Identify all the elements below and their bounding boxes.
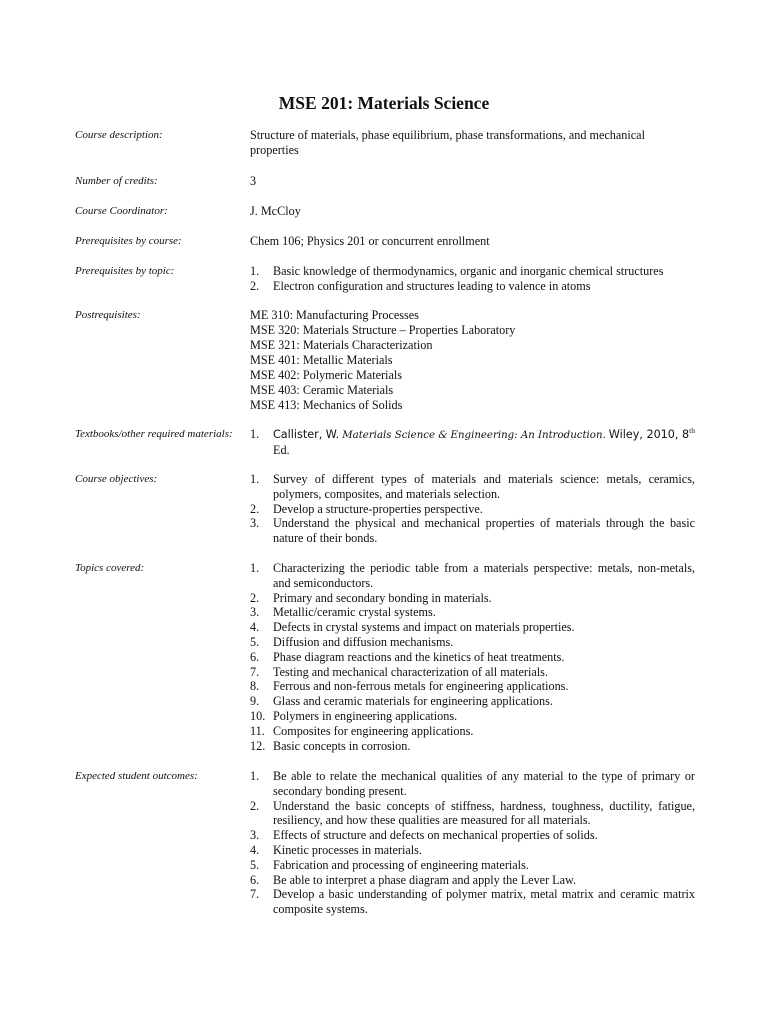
list-item: 6. Phase diagram reactions and the kinetics of heat treatments. [250, 649, 565, 664]
list-item: 2. Understand the basic concepts of stiffness, hardness, toughness, ductility, fatigue, resiliency, and how these qualities are measured for all materials. [250, 798, 695, 828]
textbook-edition: Ed. [273, 443, 290, 457]
list-item: 3. Understand the physical and mechanical properties of materials through the basic nature of their bonds. [250, 516, 695, 546]
textbook-publisher: Wiley, 2010, 8 [608, 428, 690, 441]
list-item: 7. Testing and mechanical characterization of all materials. [250, 664, 548, 679]
textbook-author: Callister, W. [273, 428, 340, 441]
coordinator-value: J. McCloy [250, 204, 301, 218]
textbook-edition-sup: th [689, 425, 695, 435]
list-item: MSE 321: Materials Characterization [250, 338, 433, 352]
list-item: ME 310: Manufacturing Processes [250, 308, 419, 322]
textbooks-label: Textbooks/other required materials: [75, 428, 233, 440]
list-item: MSE 402: Polymeric Materials [250, 368, 402, 382]
list-item: 3. Metallic/ceramic crystal systems. [250, 605, 436, 620]
list-item: 1. Survey of different types of materials and materials science: metals, ceramics, polymers, composites, and materials selection. [250, 472, 695, 501]
list-item: 8. Ferrous and non-ferrous metals for engineering applications. [250, 679, 569, 694]
list-item: 3. Effects of structure and defects on mechanical properties of solids. [250, 828, 598, 843]
topics-label: Topics covered: [75, 562, 145, 574]
page-title: MSE 201: Materials Science [278, 93, 490, 113]
list-item: 2. Develop a structure-properties perspective. [250, 501, 483, 516]
postreq-label: Postrequisites: [75, 309, 141, 321]
list-item: 4. Kinetic processes in materials. [250, 842, 422, 857]
list-item: MSE 401: Metallic Materials [250, 353, 393, 367]
prereq-topic-label: Prerequisites by topic: [75, 265, 175, 277]
prereq-course-value: Chem 106; Physics 201 or concurrent enrollment [250, 234, 490, 248]
coordinator-label: Course Coordinator: [75, 205, 168, 217]
list-item: 1. Basic knowledge of thermodynamics, organic and inorganic chemical structures [250, 264, 664, 278]
list-item: 9. Glass and ceramic materials for engineering applications. [250, 694, 553, 709]
topics-list [250, 561, 695, 753]
list-item: 10. Polymers in engineering applications. [250, 708, 458, 723]
list-item: 5. Diffusion and diffusion mechanisms. [250, 634, 454, 649]
credits-value: 3 [250, 174, 257, 188]
list-item: 1. Characterizing the periodic table from a materials perspective: metals, non-metals, and semiconductors. [250, 561, 695, 590]
list-item: 2. Electron configuration and structures leading to valence in atoms [250, 278, 591, 293]
list-item: 7. Develop a basic understanding of polymer matrix, metal matrix and ceramic matrix composite systems. [250, 887, 695, 917]
course-description-value: Structure of materials, phase equilibrium, phase transformations, and mechanical properties [250, 128, 645, 157]
prereq-topic-list [250, 264, 695, 294]
list-item: 6. Be able to interpret a phase diagram and apply the Lever Law. [250, 872, 577, 887]
objectives-label: Course objectives: [75, 473, 158, 485]
textbook-title: Materials Science & Engineering: An Introduction. [342, 430, 606, 441]
outcomes-label: Expected student outcomes: [75, 770, 198, 782]
list-item: 11. Composites for engineering applications. [250, 723, 474, 738]
course-description-label: Course description: [75, 129, 163, 141]
list-item: 2. Primary and secondary bonding in materials. [250, 590, 492, 605]
list-item: 12. Basic concepts in corrosion. [250, 738, 411, 753]
credits-label: Number of credits: [75, 175, 158, 187]
outcomes-list [250, 769, 695, 917]
list-item: 5. Fabrication and processing of engineering materials. [250, 857, 529, 872]
list-item: MSE 403: Ceramic Materials [250, 383, 394, 397]
prereq-course-label: Prerequisites by course: [75, 235, 182, 247]
textbook-entry [250, 427, 695, 458]
objectives-list [250, 472, 695, 546]
list-item: MSE 320: Materials Structure – Properties Laboratory [250, 323, 516, 337]
list-item: 4. Defects in crystal systems and impact on materials properties. [250, 620, 575, 635]
textbook-number: 1. [250, 427, 260, 441]
list-item: 1. Be able to relate the mechanical qualities of any material to the type of primary or secondary bonding present. [250, 769, 695, 798]
postreq-list [250, 308, 695, 413]
list-item: MSE 413: Mechanics of Solids [250, 398, 403, 412]
